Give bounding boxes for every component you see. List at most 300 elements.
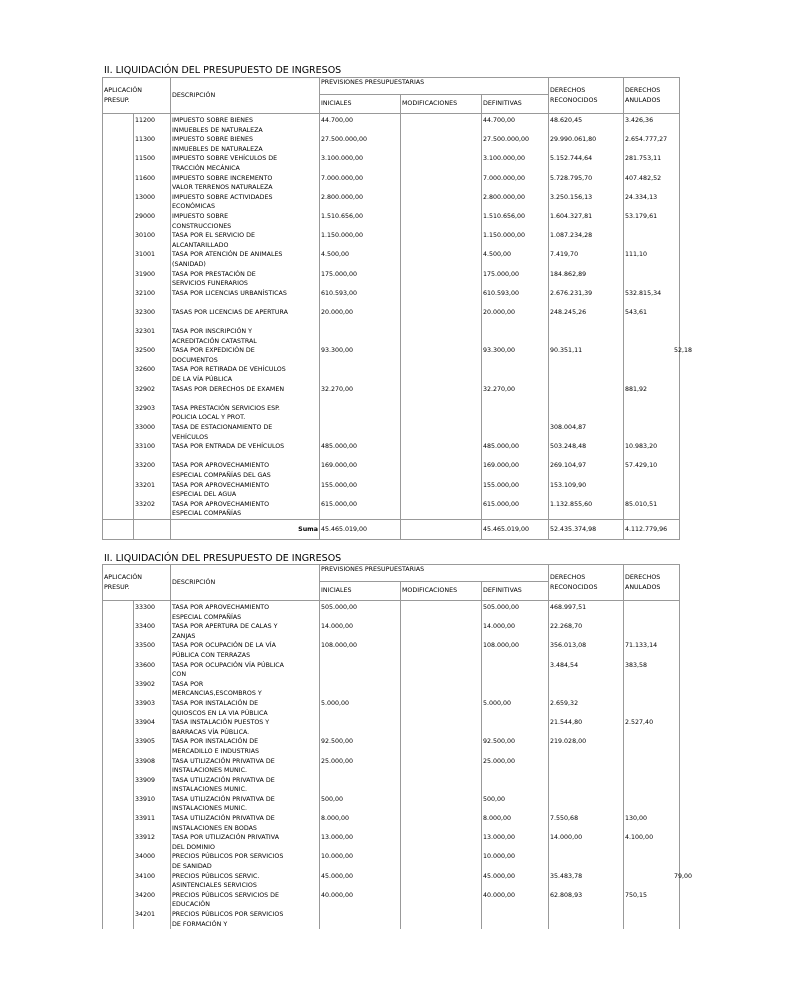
row-definitivas: 44.700,00	[482, 114, 549, 136]
row-anulados-value: 407.482,52	[625, 174, 662, 182]
row-code: 32500	[134, 346, 171, 365]
table-row	[103, 699, 680, 718]
row-derechos-anulados	[624, 385, 680, 404]
row-derechos-reconocidos: 308.004,87	[549, 423, 624, 442]
total-derechos-reconocidos: 52.435.374,98	[549, 519, 624, 539]
row-description: TASA POR INSTALACIÓN DE MERCADILLO E INDUSTRIAS	[172, 738, 260, 755]
row-description: TASA POR EXPEDICIÓN DE DOCUMENTOS	[172, 347, 255, 364]
row-modificaciones	[401, 270, 482, 289]
table-row	[103, 776, 680, 795]
row-derechos-anulados	[624, 757, 680, 776]
table-row	[103, 757, 680, 776]
row-description-cell	[171, 174, 320, 193]
row-derechos-anulados	[624, 910, 680, 929]
row-modificaciones	[401, 114, 482, 136]
row-definitivas: 175.000,00	[482, 270, 549, 289]
row-modificaciones	[401, 193, 482, 212]
row-derechos-reconocidos: 468.997,51	[549, 601, 624, 623]
row-anulados-value: 543,61	[625, 308, 648, 316]
row-description: TASA UTILIZACIÓN PRIVATIVA DE INSTALACIONES MUNIC.	[172, 776, 275, 794]
row-iniciales: 3.100.000,00	[320, 154, 401, 173]
row-derechos-reconocidos	[549, 757, 624, 776]
row-iniciales: 8.000,00	[320, 814, 401, 833]
header-modificaciones: MODIFICACIONES	[401, 95, 482, 114]
row-code: 13000	[134, 193, 171, 212]
row-code: 11200	[134, 114, 171, 136]
row-description: TASA POR OCUPACIÓN VÍA PÚBLICA CON	[172, 661, 284, 679]
row-code: 30100	[134, 231, 171, 250]
row-modificaciones	[401, 910, 482, 929]
row-definitivas	[482, 404, 549, 423]
section-1-title: II. LIQUIDACIÓN DEL PRESUPUESTO DE INGRESOS	[104, 65, 342, 76]
row-iniciales: 92.500,00	[320, 737, 401, 756]
table-row	[103, 423, 680, 442]
row-description: TASA POR PRESTACIÓN DE SERVICIOS FUNERARIOS	[172, 270, 256, 288]
row-blank	[103, 910, 134, 929]
row-derechos-anulados	[624, 737, 680, 756]
row-anulados-value: 3.426,36	[625, 117, 654, 124]
row-derechos-reconocidos: 5.152.744,64	[549, 154, 624, 173]
row-anulados-value: 532.815,34	[625, 289, 662, 297]
row-derechos-anulados	[624, 718, 680, 737]
row-derechos-reconocidos: 35.483,78	[549, 872, 624, 891]
row-modificaciones	[401, 231, 482, 250]
row-iniciales: 7.000.000,00	[320, 174, 401, 193]
row-derechos-reconocidos: 1.087.234,28	[549, 231, 624, 250]
table-row	[103, 135, 680, 154]
row-derechos-anulados	[624, 661, 680, 680]
row-description: TASA INSTALACIÓN PUESTOS Y BARRACAS VÍA PÚBLICA.	[172, 719, 270, 736]
row-derechos-reconocidos: 90.351,11	[549, 346, 624, 365]
row-description: TASA PRESTACIÓN SERVICIOS ESP. POLICIA LOCAL Y PROT.	[172, 404, 280, 422]
row-iniciales: 155.000,00	[320, 481, 401, 500]
row-iniciales	[320, 423, 401, 442]
total-definitivas: 45.465.019,00	[482, 519, 549, 539]
row-iniciales: 505.000,00	[320, 601, 401, 623]
row-anulados-value: 881,92	[625, 385, 648, 393]
total-blank	[103, 519, 134, 539]
row-iniciales: 610.593,00	[320, 289, 401, 308]
table-row	[103, 833, 680, 852]
row-definitivas: 13.000,00	[482, 833, 549, 852]
row-derechos-anulados	[624, 231, 680, 250]
header-derechos-reconocidos: DERECHOS RECONOCIDOS	[549, 78, 624, 114]
row-code: 32100	[134, 289, 171, 308]
row-anulados-value: 130,00	[625, 815, 648, 823]
row-description-cell	[171, 833, 320, 852]
row-iniciales	[320, 776, 401, 795]
row-blank	[103, 661, 134, 680]
row-modificaciones	[401, 833, 482, 852]
row-description: PRECIOS PÚBLICOS POR SERVICIOS DE SANIDAD	[172, 853, 284, 871]
row-blank	[103, 135, 134, 154]
row-modificaciones	[401, 212, 482, 231]
row-derechos-anulados	[624, 250, 680, 269]
row-derechos-reconocidos: 153.109,90	[549, 481, 624, 500]
row-derechos-reconocidos: 1.604.327,81	[549, 212, 624, 231]
row-modificaciones	[401, 481, 482, 500]
row-code: 33400	[134, 622, 171, 641]
row-iniciales: 169.000,00	[320, 461, 401, 480]
row-description-cell	[171, 289, 320, 308]
row-modificaciones	[401, 814, 482, 833]
row-derechos-reconocidos: 184.862,89	[549, 270, 624, 289]
row-derechos-anulados	[624, 114, 680, 136]
row-derechos-anulados	[624, 270, 680, 289]
row-modificaciones	[401, 718, 482, 737]
row-iniciales: 4.500,00	[320, 250, 401, 269]
table-row	[103, 622, 680, 641]
table-row	[103, 661, 680, 680]
row-blank	[103, 776, 134, 795]
row-description-cell	[171, 910, 320, 929]
row-description: TASA UTILIZACIÓN PRIVATIVA DE INSTALACIONES MUNIC.	[172, 795, 275, 813]
row-iniciales: 40.000,00	[320, 891, 401, 910]
row-blank	[103, 114, 134, 136]
row-derechos-reconocidos: 503.248,48	[549, 442, 624, 461]
row-modificaciones	[401, 795, 482, 814]
row-derechos-anulados	[624, 289, 680, 308]
row-derechos-anulados	[624, 365, 680, 384]
table-row	[103, 154, 680, 173]
row-blank	[103, 346, 134, 365]
row-description-cell	[171, 461, 320, 480]
row-derechos-reconocidos	[549, 404, 624, 423]
header-aplicacion: APLICACIÓN PRESUP.	[103, 565, 171, 601]
header-previsiones: PREVISIONES PRESUPUESTARIAS	[320, 565, 549, 582]
row-code: 33300	[134, 601, 171, 623]
row-definitivas: 108.000,00	[482, 641, 549, 660]
row-code: 33912	[134, 833, 171, 852]
total-label: Suma	[171, 519, 320, 539]
row-blank	[103, 872, 134, 891]
row-anulados-value: 24.334,13	[625, 193, 658, 201]
row-iniciales: 1.150.000,00	[320, 231, 401, 250]
row-overflow-value: 52,18	[674, 347, 693, 355]
header-iniciales: INICIALES	[320, 95, 401, 114]
row-blank	[103, 757, 134, 776]
row-blank	[103, 270, 134, 289]
row-code: 34000	[134, 852, 171, 871]
row-description: TASAS POR LICENCIAS DE APERTURA	[172, 308, 288, 316]
row-derechos-anulados	[624, 423, 680, 442]
row-description: TASA POR LICENCIAS URBANÍSTICAS	[172, 289, 287, 297]
row-iniciales: 20.000,00	[320, 308, 401, 327]
row-description-cell	[171, 622, 320, 641]
row-anulados-value: 2.527,40	[625, 719, 654, 727]
row-description: TASA POR EL SERVICIO DE ALCANTARILLADO	[172, 232, 255, 249]
row-derechos-reconocidos: 219.028,00	[549, 737, 624, 756]
row-description-cell	[171, 718, 320, 737]
row-description: TASA POR APROVECHAMIENTO ESPECIAL COMPAÑÍAS	[172, 500, 270, 518]
row-definitivas: 93.300,00	[482, 346, 549, 365]
row-derechos-anulados	[624, 461, 680, 480]
row-definitivas	[482, 423, 549, 442]
row-description: TASA POR APROVECHAMIENTO ESPECIAL COMPAÑÍAS DEL GAS	[172, 462, 271, 479]
row-derechos-anulados	[624, 601, 680, 623]
row-description-cell	[171, 814, 320, 833]
row-iniciales: 10.000,00	[320, 852, 401, 871]
row-definitivas: 45.000,00	[482, 872, 549, 891]
budget-table-1	[102, 77, 693, 540]
row-modificaciones	[401, 174, 482, 193]
row-description: IMPUESTO SOBRE CONSTRUCCIONES	[172, 212, 232, 230]
row-code: 33200	[134, 461, 171, 480]
row-anulados-value: 85.010,51	[625, 500, 658, 508]
row-definitivas: 610.593,00	[482, 289, 549, 308]
table-row	[103, 212, 680, 231]
row-blank	[103, 212, 134, 231]
header-descripcion: DESCRIPCIÓN	[171, 78, 320, 114]
table-row	[103, 365, 680, 384]
header-derechos-anulados: DERECHOS ANULADOS	[624, 565, 680, 601]
row-derechos-reconocidos: 356.013,08	[549, 641, 624, 660]
row-description-cell	[171, 737, 320, 756]
row-derechos-reconocidos	[549, 385, 624, 404]
row-code: 33600	[134, 661, 171, 680]
row-description-cell	[171, 250, 320, 269]
row-derechos-reconocidos: 2.676.231,39	[549, 289, 624, 308]
row-definitivas	[482, 327, 549, 346]
row-modificaciones	[401, 891, 482, 910]
header-descripcion: DESCRIPCIÓN	[171, 565, 320, 601]
row-iniciales: 500,00	[320, 795, 401, 814]
row-code: 34100	[134, 872, 171, 891]
row-derechos-anulados	[624, 193, 680, 212]
total-modificaciones	[401, 519, 482, 539]
row-blank	[103, 250, 134, 269]
row-derechos-reconocidos	[549, 776, 624, 795]
row-blank	[103, 404, 134, 423]
table-row	[103, 231, 680, 250]
table-row	[103, 193, 680, 212]
row-modificaciones	[401, 250, 482, 269]
row-modificaciones	[401, 289, 482, 308]
table-row	[103, 481, 680, 500]
row-description-cell	[171, 852, 320, 871]
row-definitivas: 3.100.000,00	[482, 154, 549, 173]
row-iniciales: 175.000,00	[320, 270, 401, 289]
row-blank	[103, 481, 134, 500]
row-modificaciones	[401, 601, 482, 623]
row-iniciales: 13.000,00	[320, 833, 401, 852]
row-blank	[103, 795, 134, 814]
row-modificaciones	[401, 461, 482, 480]
row-description: TASA DE ESTACIONAMIENTO DE VEHÍCULOS	[172, 424, 273, 441]
total-derechos-anulados: 4.112.779,96	[624, 519, 680, 539]
row-definitivas: 485.000,00	[482, 442, 549, 461]
budget-table-2	[102, 564, 693, 929]
row-derechos-reconocidos: 269.104,97	[549, 461, 624, 480]
row-definitivas: 27.500.000,00	[482, 135, 549, 154]
row-derechos-anulados	[624, 680, 680, 699]
row-code: 11500	[134, 154, 171, 173]
row-description: TASA POR APROVECHAMIENTO ESPECIAL DEL AGUA	[172, 481, 270, 499]
row-description-cell	[171, 114, 320, 136]
row-derechos-reconocidos	[549, 910, 624, 929]
row-derechos-anulados	[624, 622, 680, 641]
row-blank	[103, 699, 134, 718]
row-definitivas: 1.510.656,00	[482, 212, 549, 231]
row-description-cell	[171, 193, 320, 212]
row-iniciales: 485.000,00	[320, 442, 401, 461]
row-derechos-reconocidos	[549, 680, 624, 699]
row-code: 32903	[134, 404, 171, 423]
row-description: IMPUESTO SOBRE VEHÍCULOS DE TRACCIÓN MECÁNICA	[172, 155, 278, 172]
row-derechos-reconocidos: 3.250.156,13	[549, 193, 624, 212]
row-derechos-reconocidos	[549, 852, 624, 871]
row-anulados-value: 4.100,00	[625, 834, 654, 842]
row-description-cell	[171, 404, 320, 423]
table-row	[103, 442, 680, 461]
row-description-cell	[171, 795, 320, 814]
row-derechos-reconocidos: 7.550,68	[549, 814, 624, 833]
row-derechos-anulados	[624, 699, 680, 718]
row-blank	[103, 737, 134, 756]
row-iniciales: 25.000,00	[320, 757, 401, 776]
row-code: 32300	[134, 308, 171, 327]
row-derechos-reconocidos: 5.728.795,70	[549, 174, 624, 193]
header-derechos-reconocidos: DERECHOS RECONOCIDOS	[549, 565, 624, 601]
row-definitivas	[482, 718, 549, 737]
row-description-cell	[171, 481, 320, 500]
row-iniciales	[320, 327, 401, 346]
row-iniciales: 93.300,00	[320, 346, 401, 365]
row-code: 33500	[134, 641, 171, 660]
row-definitivas	[482, 776, 549, 795]
row-description-cell	[171, 776, 320, 795]
row-modificaciones	[401, 385, 482, 404]
table-row	[103, 461, 680, 480]
row-modificaciones	[401, 872, 482, 891]
row-description-cell	[171, 385, 320, 404]
row-modificaciones	[401, 154, 482, 173]
row-description-cell	[171, 601, 320, 623]
row-blank	[103, 641, 134, 660]
row-derechos-anulados	[624, 404, 680, 423]
row-blank	[103, 385, 134, 404]
row-modificaciones	[401, 423, 482, 442]
row-definitivas: 8.000,00	[482, 814, 549, 833]
row-blank	[103, 833, 134, 852]
row-code: 33904	[134, 718, 171, 737]
row-code: 33905	[134, 737, 171, 756]
row-derechos-anulados	[624, 891, 680, 910]
row-anulados-value: 383,58	[625, 661, 648, 669]
row-description-cell	[171, 891, 320, 910]
row-iniciales: 615.000,00	[320, 500, 401, 520]
row-iniciales: 27.500.000,00	[320, 135, 401, 154]
row-derechos-reconocidos: 48.620,45	[549, 114, 624, 136]
row-iniciales: 1.510.656,00	[320, 212, 401, 231]
row-description-cell	[171, 680, 320, 699]
row-code: 32301	[134, 327, 171, 346]
row-code: 33202	[134, 500, 171, 520]
row-code: 33909	[134, 776, 171, 795]
row-derechos-anulados	[624, 814, 680, 833]
row-anulados-value: 53.179,61	[625, 212, 658, 220]
row-modificaciones	[401, 737, 482, 756]
row-blank	[103, 680, 134, 699]
row-modificaciones	[401, 757, 482, 776]
row-code: 33902	[134, 680, 171, 699]
row-description-cell	[171, 500, 320, 520]
row-anulados-value: 2.654.777,27	[625, 136, 668, 144]
row-definitivas: 615.000,00	[482, 500, 549, 520]
table-row	[103, 737, 680, 756]
row-derechos-anulados	[624, 442, 680, 461]
row-blank	[103, 814, 134, 833]
table-row	[103, 641, 680, 660]
row-derechos-anulados	[624, 500, 680, 520]
row-modificaciones	[401, 852, 482, 871]
table-row	[103, 270, 680, 289]
row-derechos-anulados	[624, 872, 693, 891]
row-blank	[103, 442, 134, 461]
row-code: 33911	[134, 814, 171, 833]
table-row	[103, 718, 680, 737]
row-iniciales	[320, 680, 401, 699]
row-definitivas: 1.150.000,00	[482, 231, 549, 250]
row-blank	[103, 891, 134, 910]
row-modificaciones	[401, 641, 482, 660]
row-derechos-reconocidos	[549, 795, 624, 814]
row-definitivas: 505.000,00	[482, 601, 549, 623]
row-anulados-value: 281.753,11	[625, 155, 662, 163]
row-derechos-anulados	[624, 346, 693, 365]
row-description-cell	[171, 757, 320, 776]
row-description: IMPUESTO SOBRE BIENES INMUEBLES DE NATURALEZA	[172, 117, 263, 134]
header-previsiones: PREVISIONES PRESUPUESTARIAS	[320, 78, 549, 95]
row-description: IMPUESTO SOBRE ACTIVIDADES ECONÓMICAS	[172, 193, 273, 211]
row-derechos-anulados	[624, 174, 680, 193]
row-definitivas: 40.000,00	[482, 891, 549, 910]
row-modificaciones	[401, 327, 482, 346]
table-row	[103, 385, 680, 404]
row-derechos-anulados	[624, 135, 680, 154]
row-derechos-reconocidos: 29.990.061,80	[549, 135, 624, 154]
row-code: 33201	[134, 481, 171, 500]
table-row	[103, 327, 680, 346]
row-code: 31001	[134, 250, 171, 269]
total-iniciales: 45.465.019,00	[320, 519, 401, 539]
row-definitivas	[482, 661, 549, 680]
row-definitivas: 92.500,00	[482, 737, 549, 756]
row-description: PRECIOS PÚBLICOS SERVIC. ASINTENCIALES SERVICIOS	[172, 872, 260, 890]
row-description-cell	[171, 442, 320, 461]
row-code: 33100	[134, 442, 171, 461]
row-definitivas: 5.000,00	[482, 699, 549, 718]
row-description: PRECIOS PÚBLICOS POR SERVICIOS DE FORMACIÓN Y	[172, 911, 284, 928]
row-definitivas: 169.000,00	[482, 461, 549, 480]
row-modificaciones	[401, 135, 482, 154]
row-description: TASA UTILIZACIÓN PRIVATIVA DE INSTALACIONES MUNIC.	[172, 757, 275, 775]
row-description-cell	[171, 365, 320, 384]
row-derechos-reconocidos: 22.268,70	[549, 622, 624, 641]
row-definitivas: 155.000,00	[482, 481, 549, 500]
total-row	[103, 519, 680, 539]
row-iniciales: 2.800.000,00	[320, 193, 401, 212]
row-code: 34200	[134, 891, 171, 910]
table-row	[103, 289, 680, 308]
row-definitivas: 2.800.000,00	[482, 193, 549, 212]
row-description-cell	[171, 872, 320, 891]
row-definitivas: 32.270,00	[482, 385, 549, 404]
row-blank	[103, 365, 134, 384]
row-iniciales	[320, 910, 401, 929]
row-description: IMPUESTO SOBRE BIENES INMUEBLES DE NATURALEZA	[172, 136, 263, 153]
row-derechos-reconocidos: 14.000,00	[549, 833, 624, 852]
